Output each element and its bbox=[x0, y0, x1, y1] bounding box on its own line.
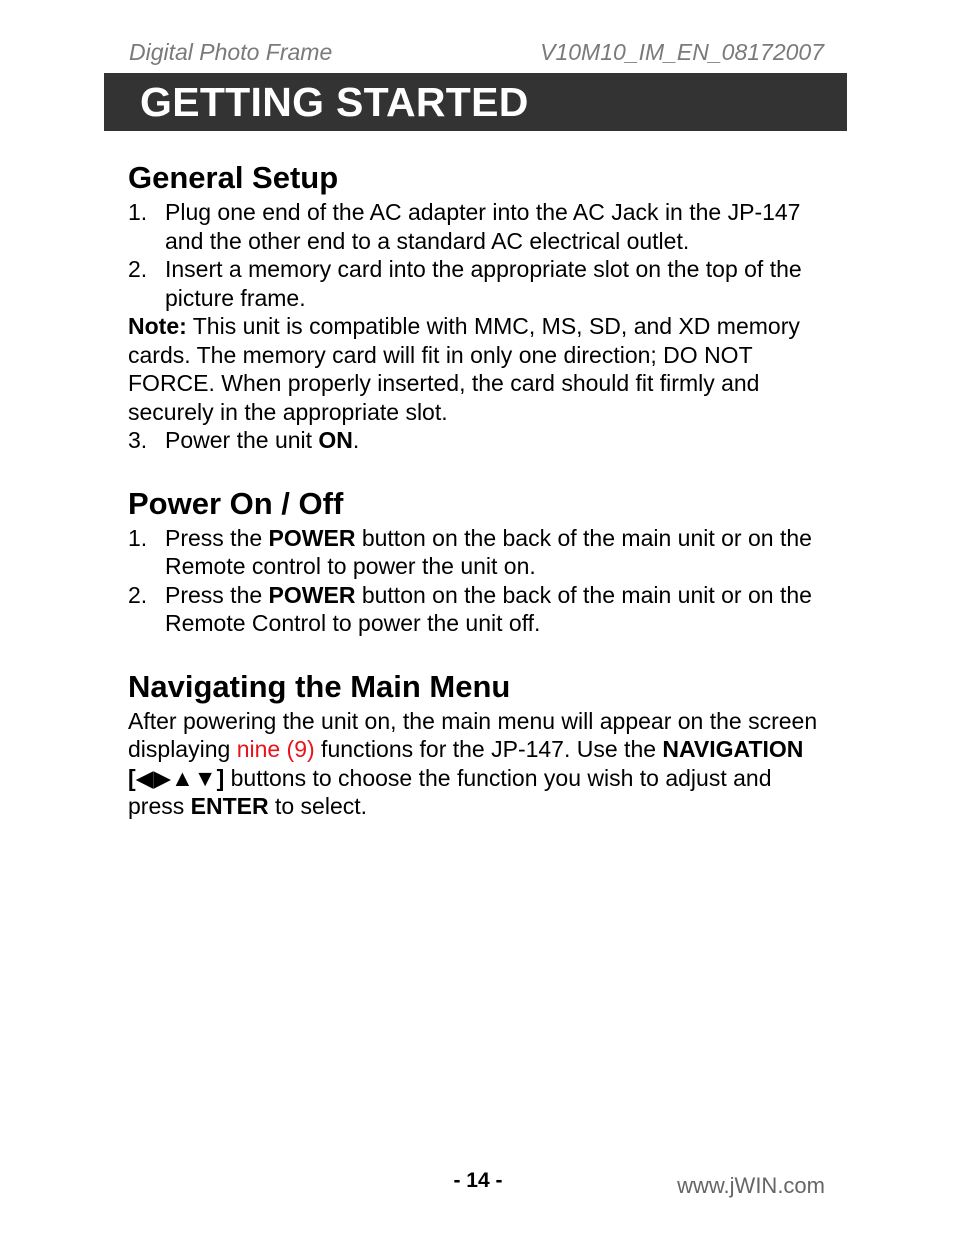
nav-text-3: buttons to choose the function you wish to adjust and press bbox=[128, 764, 772, 819]
note-text: This unit is compatible with MMC, MS, SD, and XD memory cards. The memory card will fit in only one direction; DO NOT FORCE. When properly inserted, the card should fit firmly and securely in the appropriate slot. bbox=[128, 313, 800, 425]
note-paragraph bbox=[128, 312, 828, 426]
footer-url: www.jWIN.com bbox=[677, 1173, 825, 1198]
list-text-end: button on the back of the main unit or on the Remote Control to power the unit off. bbox=[165, 581, 812, 636]
list-item bbox=[128, 198, 828, 255]
nav-text-4: to select. bbox=[268, 793, 368, 819]
list-text-end: . bbox=[352, 427, 360, 453]
list-number: 2. bbox=[128, 256, 148, 282]
nav-text-2: functions for the JP-147. Use the bbox=[314, 736, 663, 762]
header-document-code: V10M10_IM_EN_08172007 bbox=[540, 39, 824, 65]
list-item bbox=[128, 524, 828, 581]
list-item bbox=[128, 426, 828, 455]
navigating-paragraph bbox=[128, 707, 828, 821]
bold-term-enter: ENTER bbox=[190, 793, 269, 819]
list-number: 3. bbox=[128, 427, 148, 453]
nav-text-1: After powering the unit on, the main menu will appear on the screen displaying bbox=[128, 707, 818, 762]
list-number: 2. bbox=[128, 581, 148, 608]
general-setup-list-continued bbox=[128, 426, 828, 455]
section-banner bbox=[104, 73, 847, 131]
bold-term-power: POWER bbox=[268, 581, 356, 608]
list-text: Press the bbox=[165, 581, 269, 608]
list-text-end: button on the back of the main unit or on the Remote control to power the unit on. bbox=[165, 524, 812, 579]
heading-general-setup: General Setup bbox=[128, 160, 339, 195]
list-number: 1. bbox=[128, 524, 148, 551]
bold-term-on: ON bbox=[318, 427, 353, 453]
list-text: Insert a memory card into the appropriate slot on the top of the picture frame. bbox=[165, 256, 802, 311]
list-number: 1. bbox=[128, 199, 148, 225]
banner-title: GETTING STARTED bbox=[140, 79, 529, 125]
general-setup-list bbox=[128, 198, 828, 312]
power-list bbox=[128, 524, 828, 638]
page-content bbox=[128, 158, 828, 821]
list-text: Power the unit bbox=[165, 427, 319, 453]
bold-term-power: POWER bbox=[268, 524, 356, 551]
list-item bbox=[128, 255, 828, 312]
list-item bbox=[128, 581, 828, 638]
note-label: Note: bbox=[128, 313, 187, 339]
heading-navigating-main-menu: Navigating the Main Menu bbox=[128, 668, 511, 704]
list-text: Press the bbox=[165, 524, 269, 551]
list-text: Plug one end of the AC adapter into the AC Jack in the JP-147 and the other end to a standard AC electrical outlet. bbox=[165, 199, 801, 254]
highlight-nine: nine (9) bbox=[236, 736, 315, 762]
page-number-text: - 14 - bbox=[453, 1169, 503, 1192]
heading-power-on-off: Power On / Off bbox=[128, 485, 344, 521]
bold-term-navigation: NAVIGATION [◀▶▲▼] bbox=[128, 736, 804, 791]
header-document-title: Digital Photo Frame bbox=[129, 39, 333, 65]
